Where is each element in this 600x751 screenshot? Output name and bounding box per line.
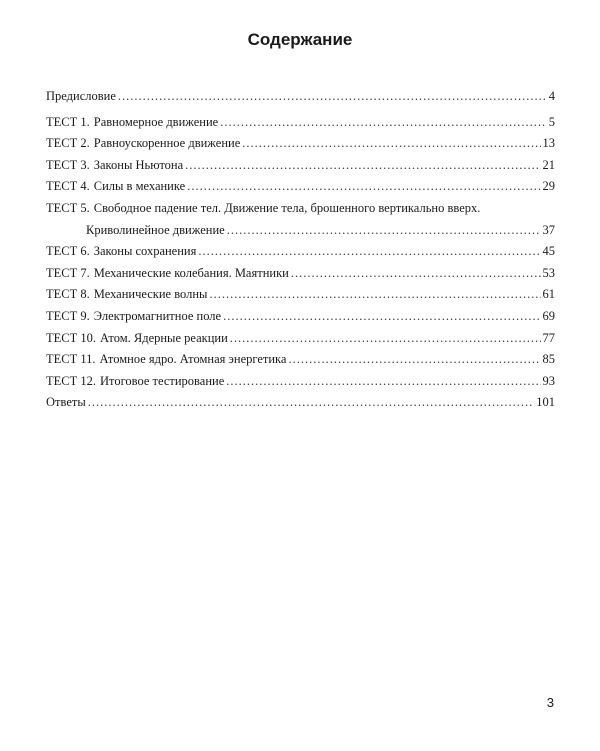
toc-entry-title: Атом. Ядерные реакции [100,330,228,345]
toc-entry-number: ТЕСТ 4. [46,179,90,194]
toc-entry[interactable] [46,284,555,306]
toc-entry-title: Законы Ньютона [93,157,184,172]
toc-entry-page: 61 [542,287,555,302]
toc-entry-title: Электромагнитное поле [93,308,222,323]
toc-leader-dots [118,86,547,108]
toc-leader-dots [187,176,540,198]
toc-entry-title: Предисловие [46,89,116,103]
toc-entry[interactable] [46,328,555,350]
toc-entry-number: ТЕСТ 2. [46,136,90,151]
toc-entry-page: 85 [542,352,555,367]
toc-leader-dots [288,349,540,371]
toc-leader-dots [242,133,540,155]
toc-entry[interactable] [46,198,555,220]
toc-entry-title: Равномерное движение [93,114,219,129]
toc-entry-number: ТЕСТ 8. [46,287,90,302]
toc-entry-page: 21 [542,157,555,172]
toc-entry-page: 29 [542,179,555,194]
toc-entry-page: 13 [542,136,555,151]
toc-leader-dots [88,392,535,414]
toc-leader-dots [198,241,540,263]
toc-entry[interactable] [46,371,555,393]
toc-entry[interactable] [46,241,555,263]
toc-entry-number: ТЕСТ 11. [46,352,96,367]
toc-entry[interactable] [46,263,555,285]
toc-entry-page: 93 [542,373,555,388]
toc-entry-page: 45 [542,244,555,259]
toc-entry[interactable] [46,155,555,177]
table-of-contents [46,86,555,414]
toc-entry-page: 53 [542,265,555,280]
toc-entry[interactable] [46,349,555,371]
toc-entry-number: ТЕСТ 7. [46,265,90,280]
toc-entry[interactable] [46,392,555,414]
toc-entry-title: Свободное падение тел. Движение тела, брошенного вертикально вверх. [93,200,481,215]
toc-entry[interactable] [46,176,555,198]
toc-leader-dots [209,284,540,306]
toc-entry-title: Силы в механике [93,179,186,194]
toc-leader-dots [220,112,547,134]
toc-entry-title-continued: Криволинейное движение [86,222,225,237]
toc-entry[interactable] [46,112,555,134]
toc-leader-dots [185,155,540,177]
toc-entry[interactable] [46,86,555,108]
toc-entry[interactable] [46,133,555,155]
toc-entry-page: 37 [542,222,555,237]
toc-entry-number: ТЕСТ 9. [46,308,90,323]
toc-entry-title: Равноускоренное движение [93,136,241,151]
toc-entry-title: Атомное ядро. Атомная энергетика [99,352,287,367]
toc-entry-number: ТЕСТ 1. [46,114,90,129]
toc-leader-dots [226,371,540,393]
toc-leader-dots [291,263,541,285]
toc-entry-page: 69 [542,308,555,323]
toc-entry-page: 4 [548,89,555,103]
toc-entry-page: 5 [548,114,555,129]
toc-entry-number: ТЕСТ 3. [46,157,90,172]
toc-entry-title: Законы сохранения [93,244,197,259]
toc-entry-number: ТЕСТ 10. [46,330,96,345]
toc-leader-dots [227,220,541,242]
toc-entry-page: 101 [536,395,555,410]
toc-entry-title: Ответы [46,395,86,410]
toc-entry-number: ТЕСТ 5. [46,200,90,215]
toc-entry-number: ТЕСТ 6. [46,244,90,259]
toc-leader-dots [230,328,541,350]
toc-entry-title: Итоговое тестирование [100,373,225,388]
page-title: Содержание [247,30,353,49]
toc-entry-continuation[interactable] [46,220,555,242]
toc-entry-number: ТЕСТ 12. [46,373,96,388]
page-number: 3 [546,695,554,710]
toc-entry-title: Механические волны [93,287,208,302]
toc-leader-dots [223,306,540,328]
toc-entry[interactable] [46,306,555,328]
toc-entry-page: 77 [542,330,555,345]
toc-entry-title: Механические колебания. Маятники [93,265,289,280]
